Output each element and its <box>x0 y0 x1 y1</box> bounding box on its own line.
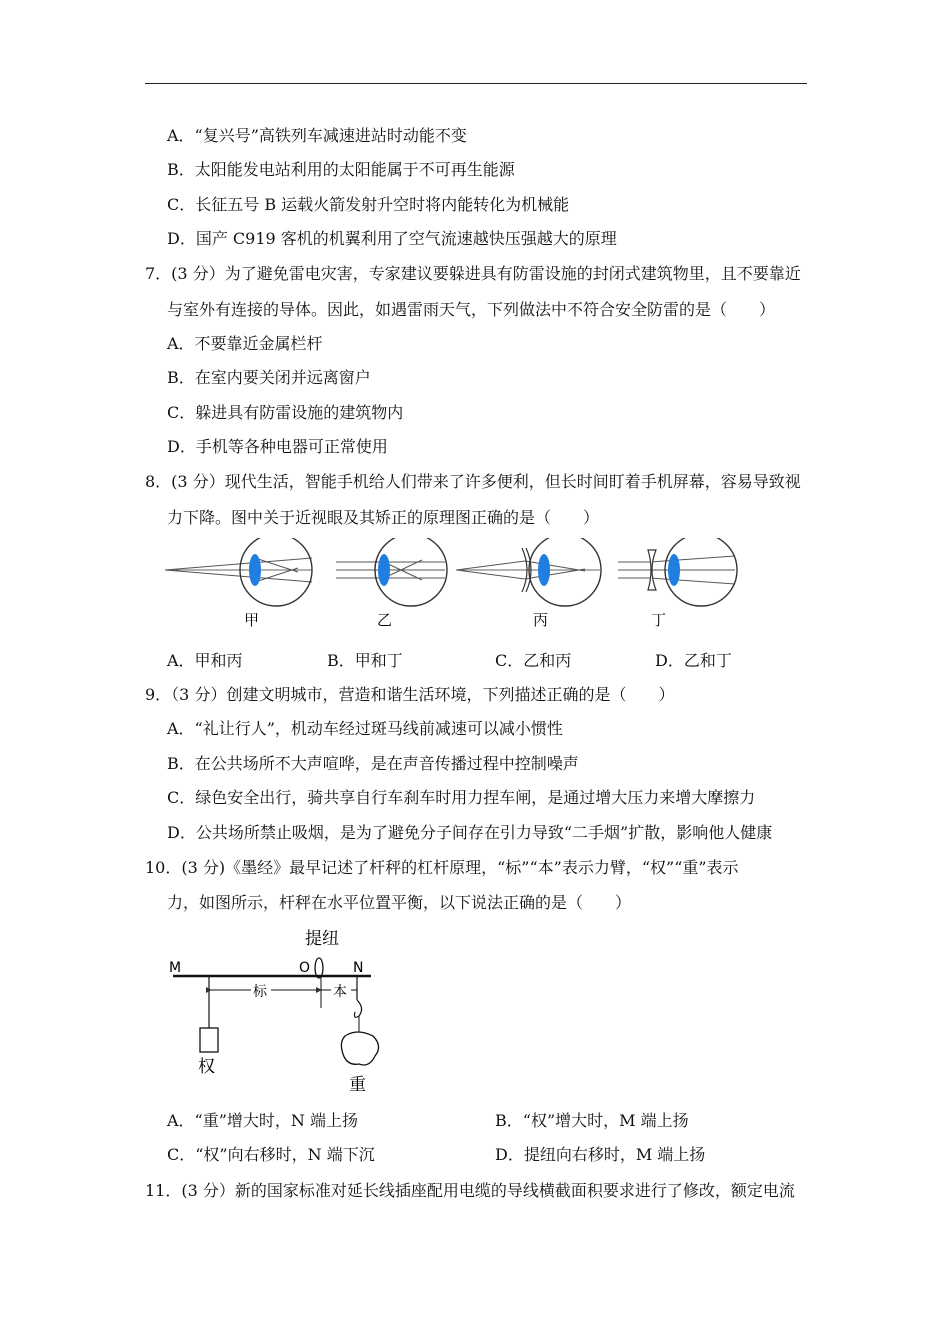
header-rule <box>145 83 807 84</box>
q8-option-d[interactable]: D．乙和丁 <box>655 651 732 670</box>
eye-diagrams-figure <box>160 538 750 638</box>
q10-option-d[interactable]: D．提纽向右移时，M 端上扬 <box>495 1145 706 1164</box>
q7-option-c[interactable]: C．躲进具有防雷设施的建筑物内 <box>167 403 404 422</box>
q10-stem-line1: 10．(3 分)《墨经》最早记述了杆秤的杠杆原理，“标”“本”表示力臂，“权”“重”表示 <box>145 858 739 877</box>
q8-option-c[interactable]: C．乙和丙 <box>495 651 572 670</box>
q7-option-d[interactable]: D．手机等各种电器可正常使用 <box>167 437 388 456</box>
q6-option-a[interactable]: A．“复兴号”高铁列车减速进站时动能不变 <box>167 126 467 145</box>
eye-diagram-ding <box>618 538 737 629</box>
q9-option-a[interactable]: A．“礼让行人”，机动车经过斑马线前减速可以减小惯性 <box>167 719 563 738</box>
hook <box>355 1000 362 1017</box>
q10-option-a[interactable]: A．“重”增大时，N 端上扬 <box>167 1111 359 1130</box>
label-quan: 权 <box>198 1057 215 1077</box>
label-biao: 标 <box>253 984 267 1000</box>
label-tizhou: 提纽 <box>305 929 339 949</box>
q11-stem-line1: 11．(3 分）新的国家标准对延长线插座配用电缆的导线横截面积要求进行了修改，额定电流 <box>145 1181 795 1200</box>
q6-option-b[interactable]: B．太阳能发电站利用的太阳能属于不可再生能源 <box>167 160 515 179</box>
q10-option-c[interactable]: C．“权”向右移时，N 端下沉 <box>167 1145 375 1164</box>
label-m: M <box>169 960 182 976</box>
counterweight <box>200 1028 218 1052</box>
steelyard-figure <box>165 924 395 1094</box>
label-ding: 丁 <box>651 611 667 629</box>
q7-stem-line1: 7．(3 分）为了避免雷电灾害，专家建议要躲进具有防雷设施的封闭式建筑物里，且不要靠近 <box>145 264 801 283</box>
q7-option-b[interactable]: B．在室内要关闭并远离窗户 <box>167 368 371 387</box>
q6-option-d[interactable]: D．国产 C919 客机的机翼利用了空气流速越快压强越大的原理 <box>167 229 617 248</box>
q10-option-b[interactable]: B．“权”增大时，M 端上扬 <box>495 1111 689 1130</box>
q8-stem-line2: 力下降。图中关于近视眼及其矫正的原理图正确的是（ ） <box>167 508 600 527</box>
q7-stem-line2: 与室外有连接的导体。因此，如遇雷雨天气，下列做法中不符合安全防雷的是（ ） <box>167 300 776 319</box>
label-o: O <box>299 960 311 976</box>
label-n: N <box>353 960 364 976</box>
q8-stem-line1: 8．(3 分）现代生活，智能手机给人们带来了许多便利，但长时间盯着手机屏幕，容易导致视 <box>145 472 801 491</box>
label-bing: 丙 <box>533 611 549 629</box>
eye-diagram-jia <box>165 538 312 629</box>
q7-option-a[interactable]: A．不要靠近金属栏杆 <box>167 334 323 353</box>
q8-option-a[interactable]: A．甲和丙 <box>167 651 243 670</box>
q9-option-b[interactable]: B．在公共场所不大声喧哗，是在声音传播过程中控制噪声 <box>167 754 579 773</box>
q9-option-c[interactable]: C．绿色安全出行，骑共享自行车刹车时用力捏车闸，是通过增大压力来增大摩擦力 <box>167 788 756 807</box>
label-zhong: 重 <box>349 1075 366 1094</box>
q6-option-c[interactable]: C．长征五号 B 运载火箭发射升空时将内能转化为机械能 <box>167 195 570 214</box>
q10-stem-line2: 力，如图所示，杆秤在水平位置平衡，以下说法正确的是（ ） <box>167 893 632 912</box>
label-jia: 甲 <box>244 611 260 629</box>
label-ben: 本 <box>333 984 347 1000</box>
eye-diagram-yi <box>336 538 447 629</box>
q9-option-d[interactable]: D．公共场所禁止吸烟，是为了避免分子间存在引力导致“二手烟”扩散，影响他人健康 <box>167 823 773 842</box>
q9-stem: 9．（3 分）创建文明城市，营造和谐生活环境，下列描述正确的是（ ） <box>145 685 675 704</box>
label-yi: 乙 <box>377 611 393 629</box>
eye-diagram-bing <box>456 538 601 629</box>
q8-option-b[interactable]: B．甲和丁 <box>327 651 403 670</box>
load-object <box>341 1032 378 1065</box>
